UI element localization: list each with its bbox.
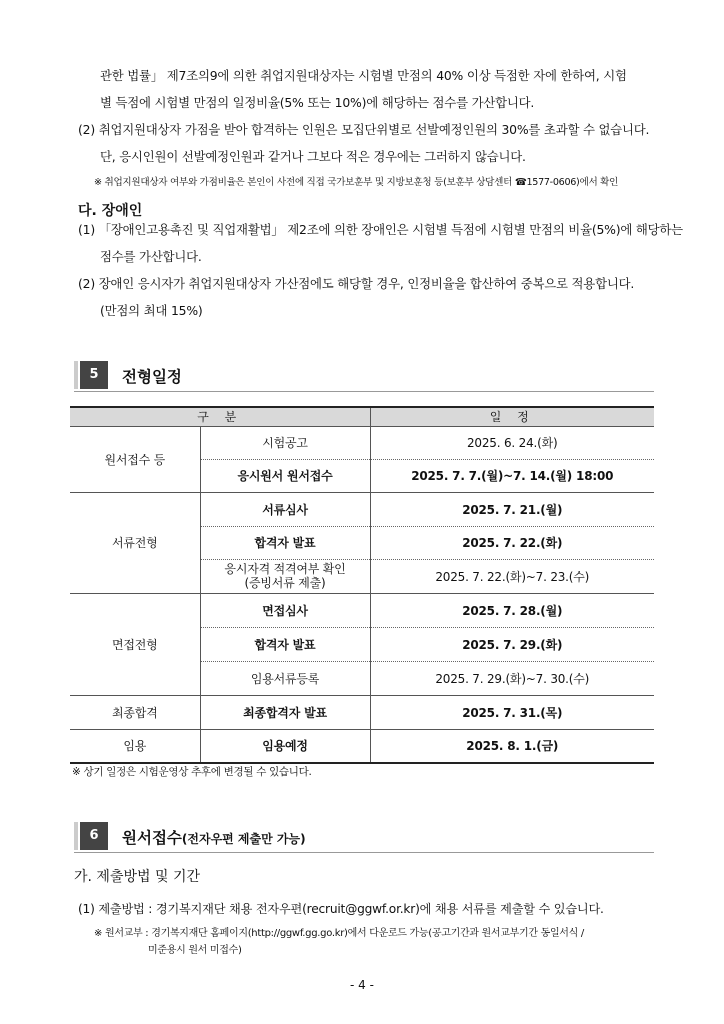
table-row bbox=[70, 593, 654, 627]
section-6-title-main: 원서접수 bbox=[122, 829, 182, 847]
item-cell bbox=[200, 559, 370, 593]
item-cell: 최종합격자 발표 bbox=[200, 695, 370, 729]
table-row bbox=[70, 492, 654, 526]
submission-note-line-2: 미준용시 원서 미접수) bbox=[148, 945, 242, 956]
disabled-item2-line-2: (만점의 최대 15%) bbox=[100, 303, 203, 318]
disabled-item1-line-1: (1) 「장애인고용촉진 및 직업재활법」 제2조에 의한 장애인은 시험별 득점에 시험별 만점의 비율(5%)에 해당하는 bbox=[78, 222, 683, 237]
category-cell: 서류전형 bbox=[70, 492, 200, 593]
date-cell: 2025. 7. 29.(화) bbox=[370, 627, 654, 661]
submission-note-line-1: ※ 원서교부 : 경기복지재단 홈페이지(http://ggwf.gg.go.kr)에서 다운로드 가능(공고기간과 원서교부기간 동일서식 / bbox=[94, 928, 584, 939]
intro-note: ※ 취업지원대상자 여부와 가점비율은 본인이 사전에 직접 국가보훈부 및 지방보훈청 등(보훈부 상담센터 ☎1577-0606)에서 확인 bbox=[94, 177, 619, 188]
item-cell: 시험공고 bbox=[200, 426, 370, 459]
date-cell: 2025. 7. 31.(목) bbox=[370, 695, 654, 729]
header-schedule: 일 정 bbox=[370, 407, 654, 426]
item-cell: 임용예정 bbox=[200, 729, 370, 763]
submission-heading: 가. 제출방법 및 기간 bbox=[74, 869, 200, 885]
table-header-row bbox=[70, 407, 654, 426]
page-number: - 4 - bbox=[350, 978, 374, 992]
intro-item2-line-1: (2) 취업지원대상자 가점을 받아 합격하는 인원은 모집단위별로 선발예정인원의 30%를 초과할 수 없습니다. bbox=[78, 122, 650, 137]
section-6-rule bbox=[74, 852, 654, 853]
schedule-table bbox=[70, 406, 654, 764]
date-cell: 2025. 8. 1.(금) bbox=[370, 729, 654, 763]
item-cell: 서류심사 bbox=[200, 492, 370, 526]
item-cell: 합격자 발표 bbox=[200, 526, 370, 559]
intro-line-2: 별 득점에 시험별 만점의 일정비율(5% 또는 10%)에 해당하는 점수를 가산합니다. bbox=[100, 95, 535, 110]
intro-item2-line-2: 단, 응시인원이 선발예정인원과 같거나 그보다 적은 경우에는 그러하지 않습니다. bbox=[100, 149, 526, 164]
category-cell: 임용 bbox=[70, 729, 200, 763]
disabled-item2-line-1: (2) 장애인 응시자가 취업지원대상자 가산점에도 해당할 경우, 인정비율을 합산하여 중복으로 적용합니다. bbox=[78, 276, 635, 291]
item-cell: 임용서류등록 bbox=[200, 661, 370, 695]
table-row bbox=[70, 729, 654, 763]
schedule-note: ※ 상기 일정은 시험운영상 추후에 변경될 수 있습니다. bbox=[72, 766, 312, 778]
date-cell: 2025. 7. 7.(월)~7. 14.(월) 18:00 bbox=[370, 459, 654, 492]
date-cell: 2025. 7. 21.(월) bbox=[370, 492, 654, 526]
date-cell: 2025. 7. 28.(월) bbox=[370, 593, 654, 627]
item-cell-sub: (증빙서류 제출) bbox=[244, 576, 326, 590]
section-6-title bbox=[122, 826, 306, 848]
category-cell: 면접전형 bbox=[70, 593, 200, 695]
date-cell: 2025. 6. 24.(화) bbox=[370, 426, 654, 459]
table-row bbox=[70, 426, 654, 459]
submission-item-1: (1) 제출방법 : 경기복지재단 채용 전자우편(recruit@ggwf.or.kr)에 채용 서류를 제출할 수 있습니다. bbox=[78, 902, 604, 916]
date-cell: 2025. 7. 22.(화) bbox=[370, 526, 654, 559]
section-6-title-sub: (전자우편 제출만 가능) bbox=[181, 832, 306, 846]
category-cell: 원서접수 등 bbox=[70, 426, 200, 492]
item-cell: 합격자 발표 bbox=[200, 627, 370, 661]
item-cell-main: 응시자격 적격여부 확인 bbox=[224, 562, 346, 576]
table-row bbox=[70, 695, 654, 729]
disabled-item1-line-2: 점수를 가산합니다. bbox=[100, 249, 202, 264]
date-cell: 2025. 7. 22.(화)~7. 23.(수) bbox=[370, 559, 654, 593]
section-5-rule bbox=[74, 391, 654, 392]
section-6-number: 6 bbox=[80, 822, 108, 850]
category-cell: 최종합격 bbox=[70, 695, 200, 729]
date-cell: 2025. 7. 29.(화)~7. 30.(수) bbox=[370, 661, 654, 695]
section-5-title: 전형일정 bbox=[122, 368, 182, 386]
intro-line-1: 관한 법률」 제7조의9에 의한 취업지원대상자는 시험별 만점의 40% 이상 득점한 자에 한하여, 시험 bbox=[100, 68, 627, 83]
item-cell: 면접심사 bbox=[200, 593, 370, 627]
section-5-number: 5 bbox=[80, 361, 108, 389]
header-category: 구 분 bbox=[70, 407, 370, 426]
item-cell: 응시원서 원서접수 bbox=[200, 459, 370, 492]
disabled-heading: 다. 장애인 bbox=[78, 203, 143, 219]
